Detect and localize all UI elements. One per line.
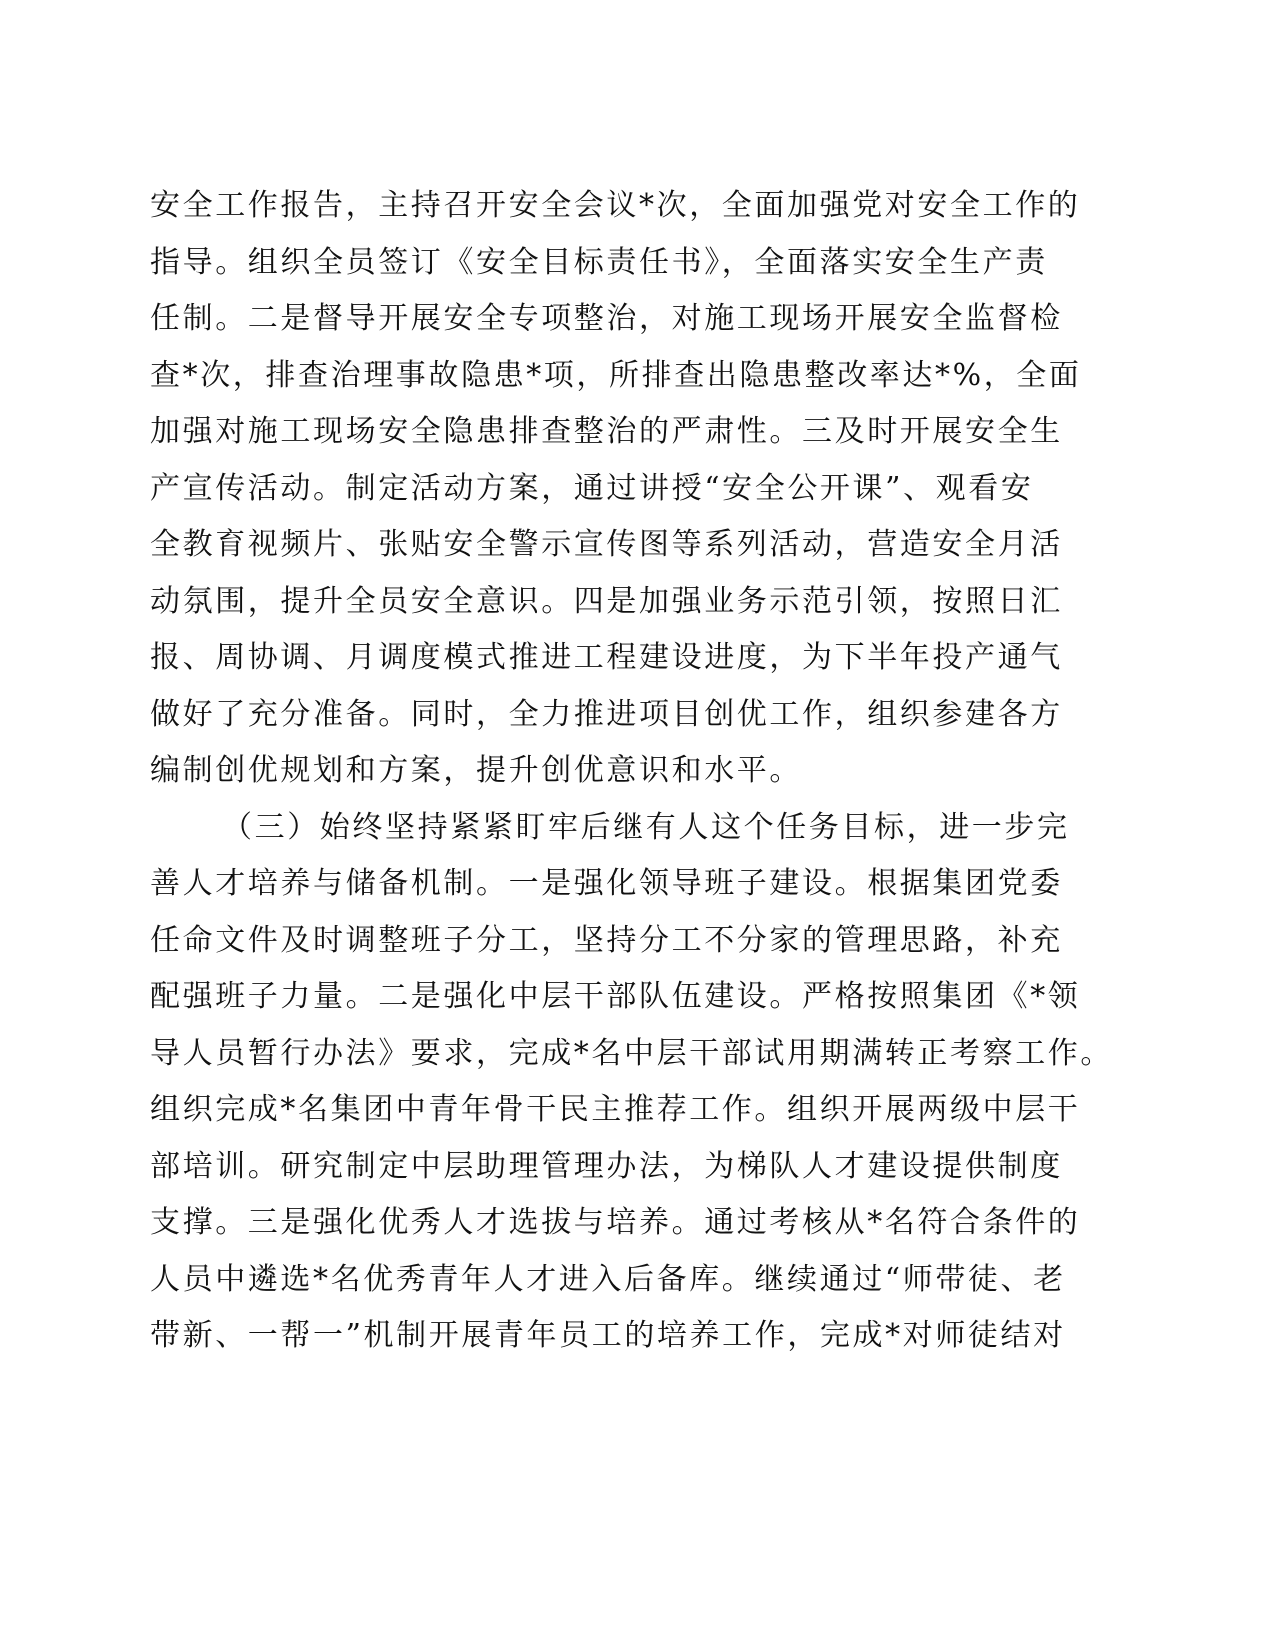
section-heading-line: （三）始终坚持紧紧盯牢后继有人这个任务目标，进一步完 bbox=[222, 809, 1070, 845]
text-line: 善人才培养与储备机制。一是强化领导班子建设。根据集团党委 bbox=[150, 866, 1063, 901]
body-text bbox=[150, 178, 1113, 1365]
text-line: 安全工作报告，主持召开安全会议*次，全面加强党对安全工作的 bbox=[150, 188, 1081, 223]
text-line: 支撑。三是强化优秀人才选拔与培养。通过考核从*名符合条件的 bbox=[150, 1205, 1081, 1240]
text-line: 任制。二是督导开展安全专项整治，对施工现场开展安全监督检 bbox=[150, 301, 1063, 336]
text-line: 组织完成*名集团中青年骨干民主推荐工作。组织开展两级中层干 bbox=[150, 1092, 1081, 1127]
text-line: 产宣传活动。制定活动方案，通过讲授“安全公开课”、观看安 bbox=[150, 470, 1034, 506]
text-line: 动氛围，提升全员安全意识。四是加强业务示范引领，按照日汇 bbox=[150, 583, 1063, 619]
text-line: 编制创优规划和方案，提升创优意识和水平。 bbox=[150, 753, 802, 788]
text-line: 全教育视频片、张贴安全警示宣传图等系列活动，营造安全月活 bbox=[150, 527, 1063, 562]
text-line: 报、周协调、月调度模式推进工程建设进度，为下半年投产通气 bbox=[150, 640, 1063, 675]
text-line: 配强班子力量。二是强化中层干部队伍建设。严格按照集团《*领 bbox=[150, 979, 1081, 1014]
text-line: 部培训。研究制定中层助理管理办法，为梯队人才建设提供制度 bbox=[150, 1148, 1063, 1184]
text-line: 加强对施工现场安全隐患排查整治的严肃性。三及时开展安全生 bbox=[150, 414, 1063, 449]
text-line: 做好了充分准备。同时，全力推进项目创优工作，组织参建各方 bbox=[150, 696, 1063, 732]
text-line: 查*次，排查治理事故隐患*项，所排查出隐患整改率达*%，全面 bbox=[150, 357, 1082, 393]
text-line: 指导。组织全员签订《安全目标责任书》，全面落实安全生产责 bbox=[150, 244, 1048, 280]
text-line: 带新、一帮一”机制开展青年员工的培养工作，完成*对师徒结对 bbox=[150, 1318, 1066, 1353]
text-line: 导人员暂行办法》要求，完成*名中层干部试用期满转正考察工作。 bbox=[150, 1035, 1113, 1071]
text-line: 任命文件及时调整班子分工，坚持分工不分家的管理思路，补充 bbox=[150, 922, 1063, 958]
text-line: 人员中遴选*名优秀青年人才进入后备库。继续通过“师带徒、老 bbox=[150, 1261, 1066, 1297]
